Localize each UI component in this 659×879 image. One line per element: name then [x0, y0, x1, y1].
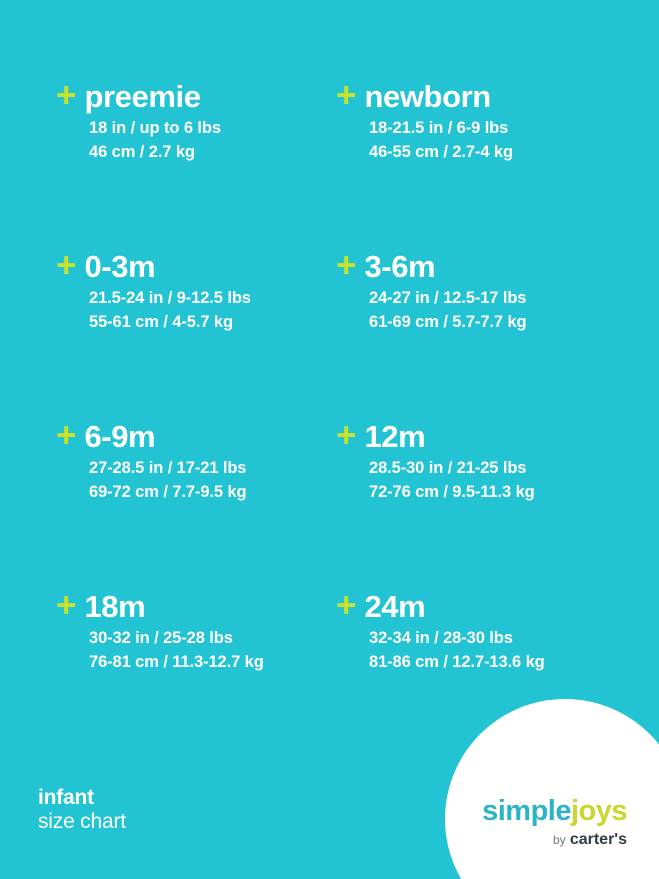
size-imperial: 24-27 in / 12.5-17 lbs — [369, 289, 527, 307]
size-metric: 69-72 cm / 7.7-9.5 kg — [89, 482, 247, 501]
size-imperial: 30-32 in / 25-28 lbs — [89, 629, 233, 647]
size-heading — [56, 588, 336, 623]
size-imperial: 28.5-30 in / 21-25 lbs — [369, 459, 527, 477]
size-label: newborn — [364, 79, 491, 114]
size-metric: 81-86 cm / 12.7-13.6 kg — [369, 652, 545, 671]
size-heading — [56, 248, 336, 283]
size-metric: 55-61 cm / 4-5.7 kg — [89, 312, 233, 331]
plus-icon: + — [56, 586, 76, 625]
logo-word-simple: simple — [482, 795, 571, 827]
plus-icon: + — [56, 246, 76, 285]
size-label: 0-3m — [84, 249, 156, 284]
size-heading — [336, 588, 616, 623]
size-cell-6-9m — [56, 418, 336, 588]
size-imperial: 18-21.5 in / 6-9 lbs — [369, 119, 509, 137]
plus-icon: + — [336, 416, 356, 455]
size-metric: 46 cm / 2.7 kg — [89, 142, 195, 161]
size-cell-0-3m — [56, 248, 336, 418]
size-imperial: 27-28.5 in / 17-21 lbs — [89, 459, 247, 477]
size-heading — [336, 248, 616, 283]
size-label: preemie — [84, 79, 201, 114]
logo-brand-text: carter's — [569, 831, 627, 848]
size-cell-preemie — [56, 78, 336, 248]
size-heading — [56, 78, 336, 113]
logo-wordmark — [447, 797, 627, 826]
size-label: 3-6m — [364, 249, 436, 284]
chart-title-line2: size chart — [38, 809, 126, 833]
size-label: 6-9m — [84, 419, 156, 454]
size-heading — [56, 418, 336, 453]
size-cell-12m — [336, 418, 616, 588]
plus-icon: + — [336, 76, 356, 115]
size-metric: 46-55 cm / 2.7-4 kg — [369, 142, 513, 161]
chart-title — [38, 786, 126, 834]
logo-word-joys: joys — [570, 795, 627, 827]
size-metric: 72-76 cm / 9.5-11.3 kg — [369, 482, 535, 501]
size-grid — [56, 78, 616, 758]
size-heading — [336, 418, 616, 453]
size-label: 18m — [84, 589, 146, 624]
size-heading — [336, 78, 616, 113]
size-metric: 61-69 cm / 5.7-7.7 kg — [369, 312, 527, 331]
size-cell-newborn — [336, 78, 616, 248]
brand-logo — [447, 797, 627, 849]
plus-icon: + — [56, 416, 76, 455]
plus-icon: + — [336, 246, 356, 285]
size-label: 24m — [364, 589, 426, 624]
size-cell-3-6m — [336, 248, 616, 418]
logo-by-text: by — [552, 833, 566, 847]
size-cell-18m — [56, 588, 336, 758]
chart-title-line1: infant — [38, 785, 94, 809]
plus-icon: + — [336, 586, 356, 625]
size-metric: 76-81 cm / 11.3-12.7 kg — [89, 652, 264, 671]
plus-icon: + — [56, 76, 76, 115]
size-label: 12m — [364, 419, 426, 454]
size-imperial: 21.5-24 in / 9-12.5 lbs — [89, 289, 251, 307]
size-imperial: 32-34 in / 28-30 lbs — [369, 629, 513, 647]
logo-byline — [447, 831, 627, 849]
size-imperial: 18 in / up to 6 lbs — [89, 119, 221, 137]
